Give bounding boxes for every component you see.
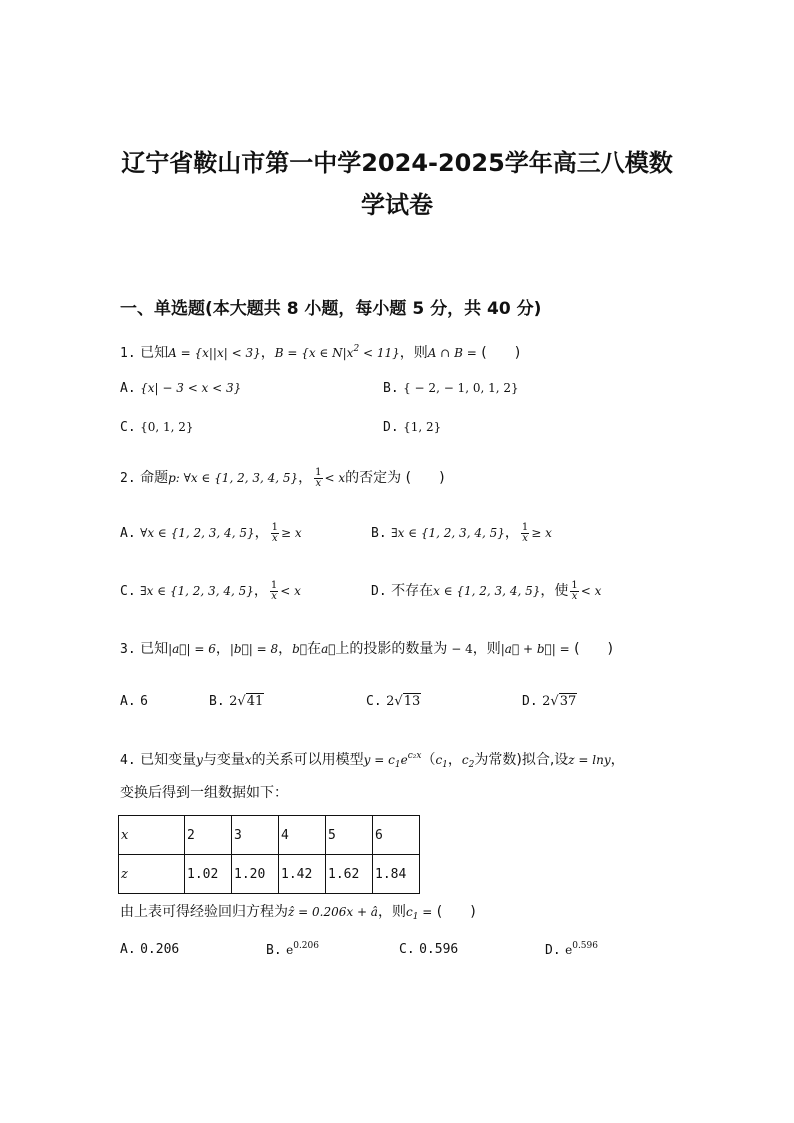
q2-option-b[interactable]: B. ∃x ∈ {1, 2, 3, 4, 5}， $\frac{1}{x}$ ≥ x	[371, 521, 552, 544]
question-text: ，则	[399, 345, 428, 361]
punct: ，	[447, 752, 462, 768]
fraction: $\frac{1}{x}$	[270, 579, 278, 602]
table-header-z: z	[119, 855, 185, 894]
question-text: 已知变量	[140, 752, 197, 768]
option-label: D.	[545, 943, 561, 958]
fraction: $\frac{1}{x}$	[315, 466, 322, 489]
fraction: $\frac{1}{x}$	[521, 521, 529, 544]
question-text: ，则	[377, 904, 406, 920]
question-text: 为常数)拟合,设	[474, 752, 569, 768]
q2-option-a[interactable]: A. ∀x ∈ {1, 2, 3, 4, 5}， $\frac{1}{x}$ ≥ x	[120, 521, 302, 544]
answer-blank: ( )	[405, 470, 445, 486]
sqrt-value: 2√13	[386, 694, 421, 709]
question-text: 的关系可以用模型	[251, 752, 364, 768]
q1-option-c[interactable]	[120, 419, 194, 435]
table-cell: 3	[232, 816, 279, 855]
question-text: ，则	[472, 641, 501, 657]
option-label: B.	[266, 943, 282, 958]
constant-c1: $c_1$	[435, 753, 448, 770]
question-2	[120, 467, 445, 489]
option-label: D.	[371, 584, 387, 599]
page-title: 辽宁省鞍山市第一中学2024-2025学年高三八模数	[121, 149, 673, 177]
section-heading: 一、单选题(本大题共 8 小题，每小题 5 分，共 40 分)	[120, 299, 542, 319]
punct: ，	[610, 752, 625, 768]
q4-option-a[interactable]	[120, 941, 179, 957]
option-value: 0.596	[419, 942, 459, 957]
set-a: A = {x||x| < 3}	[168, 346, 261, 360]
model-formula: $y = c_1e^{c_2x}$	[363, 751, 422, 770]
answer-blank: ( )	[574, 641, 614, 657]
option-value: $e^{0.596}$	[565, 941, 598, 957]
variable-y: y	[196, 753, 203, 767]
answer-blank: ( )	[436, 904, 476, 920]
table-cell: 2	[185, 816, 232, 855]
question-text: 已知	[140, 641, 169, 657]
regression-equation: ẑ = 0.206x + â	[288, 905, 378, 919]
table-header-x: x	[119, 816, 185, 855]
constant-c2: $c_2$	[461, 753, 475, 770]
table-row-x	[119, 816, 420, 855]
data-table	[118, 815, 420, 894]
sqrt-value: 2√41	[229, 694, 264, 709]
option-text: 不存在	[391, 583, 434, 599]
q3-option-b[interactable]	[209, 693, 264, 709]
question-text: （	[421, 752, 436, 768]
q4-option-c[interactable]	[399, 941, 458, 957]
option-label: D.	[383, 420, 399, 435]
q2-option-c[interactable]: C. ∃x ∈ {1, 2, 3, 4, 5}， $\frac{1}{x}$ < x	[120, 579, 301, 602]
question-number: 1.	[120, 346, 136, 361]
z-definition: z = lny	[568, 753, 611, 767]
table-cell: 1.20	[232, 855, 279, 894]
option-set: ∃x ∈ {1, 2, 3, 4, 5}	[391, 526, 505, 540]
q3-option-a[interactable]	[120, 693, 148, 709]
question-4-line-3	[120, 901, 476, 922]
q3-option-d[interactable]	[522, 693, 577, 709]
q3-option-c[interactable]	[366, 693, 421, 709]
option-value: {x| − 3 < x < 3}	[140, 381, 242, 395]
relation: ≥ x	[280, 526, 302, 540]
answer-blank: ( )	[481, 345, 521, 361]
fraction: $\frac{1}{x}$	[571, 579, 578, 602]
sum-magnitude-expr: |a⃗ + b⃗| =	[500, 642, 570, 656]
question-text: 由上表可得经验回归方程为	[120, 904, 288, 920]
option-label: C.	[120, 584, 136, 599]
punct: ，	[260, 345, 275, 361]
table-cell: 5	[326, 816, 373, 855]
option-value: {1, 2}	[403, 420, 442, 434]
option-label: A.	[120, 942, 136, 957]
vector-b: b⃗	[292, 642, 308, 656]
punct: ，	[298, 470, 313, 486]
option-value: 0.206	[140, 942, 180, 957]
option-text: ，使	[540, 583, 569, 599]
option-set: ∃x ∈ {1, 2, 3, 4, 5}	[140, 584, 254, 598]
question-number: 2.	[120, 471, 136, 486]
vector-b-magnitude: |b⃗| = 8	[229, 642, 279, 656]
table-cell: 1.62	[326, 855, 373, 894]
question-text: 的否定为	[345, 470, 402, 486]
q4-option-d[interactable]	[545, 941, 598, 958]
option-label: C.	[120, 420, 136, 435]
question-3: 3. 已知|a⃗| = 6，|b⃗| = 8，b⃗在a⃗上的投影的数量为 − 4，则|a⃗ + b⃗| = ( )	[120, 641, 614, 657]
option-set: x ∈ {1, 2, 3, 4, 5}	[433, 584, 541, 598]
table-cell: 1.42	[279, 855, 326, 894]
table-cell: 4	[279, 816, 326, 855]
table-row-z	[119, 855, 420, 894]
q4-option-b[interactable]	[266, 941, 319, 958]
vector-a-magnitude: |a⃗| = 6	[168, 642, 216, 656]
option-label: C.	[399, 942, 415, 957]
ask-c1: $c_1$ =	[405, 905, 433, 922]
option-label: B.	[209, 694, 225, 709]
option-label: B.	[371, 526, 387, 541]
vector-a: a⃗	[321, 642, 336, 656]
q2-option-d[interactable]	[371, 580, 601, 602]
intersection-expr: A ∩ B =	[427, 346, 477, 360]
sqrt-value: 2√37	[542, 694, 577, 709]
question-number: 3.	[120, 642, 136, 657]
question-text: 与变量	[202, 752, 245, 768]
option-label: A.	[120, 526, 136, 541]
table-cell: 1.02	[185, 855, 232, 894]
relation: ≥ x	[531, 526, 552, 540]
fraction: $\frac{1}{x}$	[271, 521, 278, 544]
option-value: {0, 1, 2}	[140, 420, 194, 434]
option-label: A.	[120, 694, 136, 709]
option-value: { − 2, − 1, 0, 1, 2}	[403, 381, 519, 395]
question-text: 命题	[140, 470, 169, 486]
question-1	[120, 342, 520, 362]
question-text: 上的投影的数量为	[335, 641, 448, 657]
q1-option-a[interactable]	[120, 380, 241, 396]
table-cell: 6	[373, 816, 420, 855]
question-text: 已知	[140, 345, 169, 361]
relation: < x	[280, 584, 301, 598]
option-label: B.	[383, 381, 399, 396]
option-value: 6	[140, 694, 148, 709]
relation: < x	[324, 471, 346, 485]
relation: < x	[580, 584, 602, 598]
option-value: $e^{0.206}$	[286, 941, 319, 957]
table-cell: 1.84	[373, 855, 420, 894]
option-label: A.	[120, 381, 136, 396]
set-b: B = {x ∈ $N|x^2 < 11$}	[274, 344, 400, 360]
option-set: ∀x ∈ {1, 2, 3, 4, 5}	[140, 526, 255, 540]
proposition: p: ∀x ∈ {1, 2, 3, 4, 5}	[168, 471, 299, 485]
option-label: D.	[522, 694, 538, 709]
q1-option-d[interactable]	[383, 419, 441, 435]
question-4-line-2: 变换后得到一组数据如下：	[120, 785, 288, 801]
page-title-continued: 学试卷	[361, 191, 433, 219]
question-number: 4.	[120, 753, 136, 768]
variable-x: x	[244, 753, 252, 767]
question-4	[120, 749, 625, 770]
q1-option-b[interactable]	[383, 380, 519, 396]
projection-value: − 4	[447, 642, 473, 656]
option-label: C.	[366, 694, 382, 709]
question-text: 在	[307, 641, 322, 657]
